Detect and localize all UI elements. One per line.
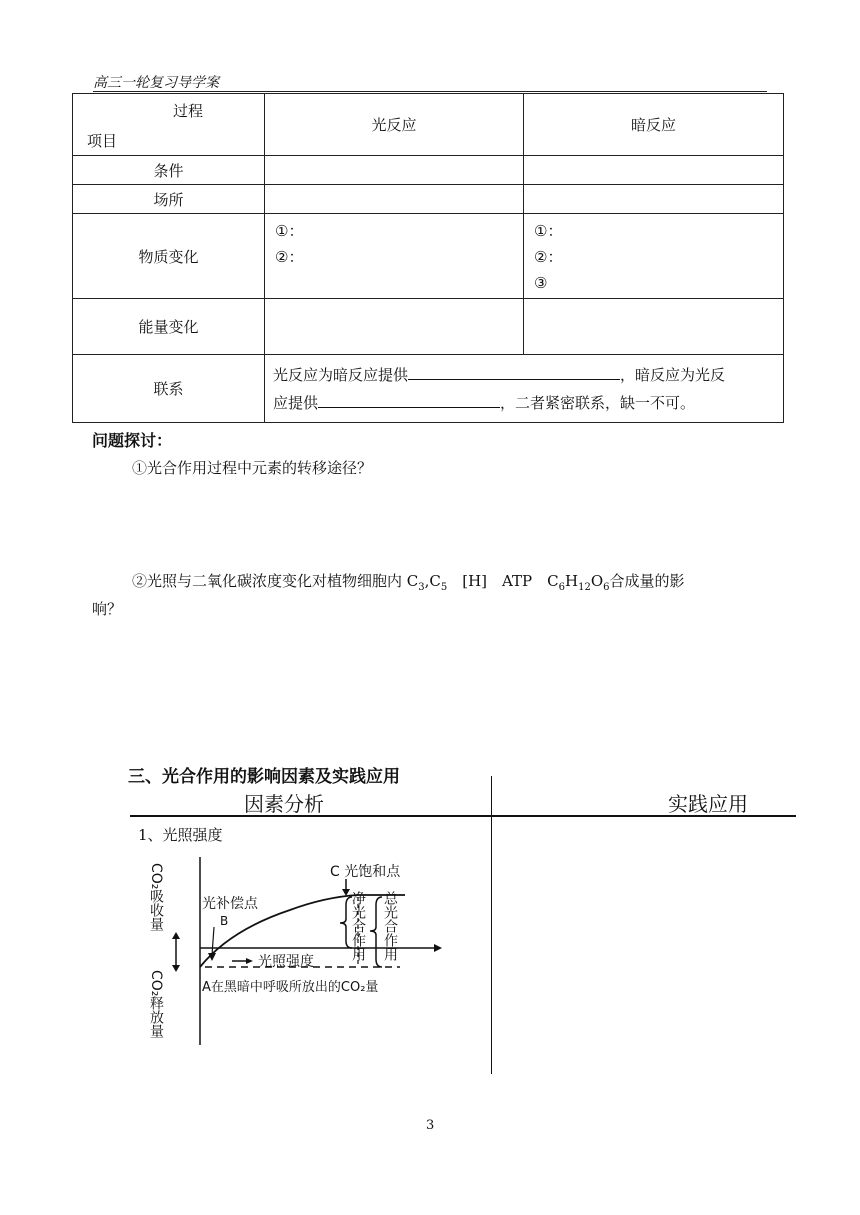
y-arrow-up: [172, 932, 180, 939]
row-energy: 能量变化: [73, 299, 265, 355]
row-condition: 条件: [73, 156, 265, 185]
y-up-label: CO₂吸收量: [148, 863, 164, 932]
x-label: 光照强度: [258, 954, 314, 970]
q2-text-mid: [H] ATP C: [447, 572, 559, 590]
relation-blank-1: [408, 364, 620, 380]
dark-material-1: ①：: [534, 222, 563, 240]
q2-sub-12: 12: [578, 582, 591, 593]
q2-h: H: [565, 572, 579, 590]
col-light-reaction: 光反应: [265, 94, 524, 156]
y-down-label: CO₂释放量: [148, 970, 164, 1039]
x-axis-arrow: [434, 944, 442, 952]
relation-part3: 应提供: [273, 393, 319, 412]
cell-light-location: [265, 185, 524, 214]
relation-part2: ，暗反应为光反: [620, 365, 726, 384]
q2-c5-prefix: ,C: [424, 572, 441, 590]
relation-part1: 光反应为暗反应提供: [273, 365, 409, 384]
saturation-label: C 光饱和点: [330, 864, 401, 880]
q2-o: O: [590, 572, 604, 590]
cell-light-energy: [265, 299, 524, 355]
total-label: 总光合作用: [382, 891, 398, 961]
point-b-label: B: [220, 914, 229, 928]
light-intensity-graph: [150, 855, 490, 1055]
header-item: 项目: [87, 132, 118, 150]
compensation-arrow: [212, 927, 214, 955]
light-material-2: ②：: [275, 248, 304, 266]
relation-blank-2: [318, 392, 500, 408]
q2-sub-6b: 6: [603, 582, 610, 593]
row-material: 物质变化: [73, 214, 265, 299]
q2-sub-3: 3: [418, 582, 425, 593]
cell-dark-location: [524, 185, 784, 214]
questions-title: 问题探讨：: [92, 431, 173, 450]
y-arrow-down: [172, 965, 180, 972]
section-rule: [130, 815, 796, 817]
x-label-arrowhead: [246, 958, 253, 964]
question-1: ①光合作用过程中元素的转移途径？: [132, 459, 373, 477]
col-factor-analysis: 因素分析: [244, 792, 324, 816]
q2-sub-6: 6: [558, 582, 565, 593]
total-bracket: [370, 897, 382, 967]
cell-dark-energy: [524, 299, 784, 355]
light-material-1: ①：: [275, 222, 304, 240]
page-number: 3: [426, 1118, 435, 1133]
dark-material-3: ③: [534, 274, 548, 292]
net-label: 净光合作用: [350, 891, 366, 961]
compensation-label: 光补偿点: [202, 896, 258, 912]
point-a-label: A在黑暗中呼吸所放出的CO₂量: [202, 980, 379, 995]
cell-dark-condition: [524, 156, 784, 185]
col-practice: 实践应用: [668, 792, 748, 816]
section3-title: 三、光合作用的影响因素及实践应用: [128, 767, 400, 787]
q2-text-start: ②光照与二氧化碳浓度变化对植物细胞内 C: [132, 572, 419, 590]
cell-relation: [265, 355, 784, 423]
question-2: [132, 570, 685, 593]
factor-1-label: 1、光照强度: [138, 826, 223, 844]
header-rule: [93, 91, 767, 92]
diagonal-header-cell: [73, 94, 265, 156]
q2-text-end: 合成量的影: [609, 572, 685, 590]
photosynthesis-table: [72, 93, 784, 423]
cell-light-condition: [265, 156, 524, 185]
row-location: 场所: [73, 185, 265, 214]
q2-sub-5: 5: [440, 582, 448, 593]
relation-part4: ，二者紧密联系，缺一不可。: [500, 393, 696, 412]
dark-material-2: ②：: [534, 248, 563, 266]
cell-dark-material: [524, 214, 784, 299]
header-process: 过程: [173, 102, 204, 120]
col-dark-reaction: 暗反应: [524, 94, 784, 156]
question-2-line2: 响？: [92, 600, 123, 618]
column-divider: [491, 776, 492, 1074]
row-relation: 联系: [73, 355, 265, 423]
cell-light-material: [265, 214, 524, 299]
page-header: 高三一轮复习导学案: [93, 75, 219, 91]
